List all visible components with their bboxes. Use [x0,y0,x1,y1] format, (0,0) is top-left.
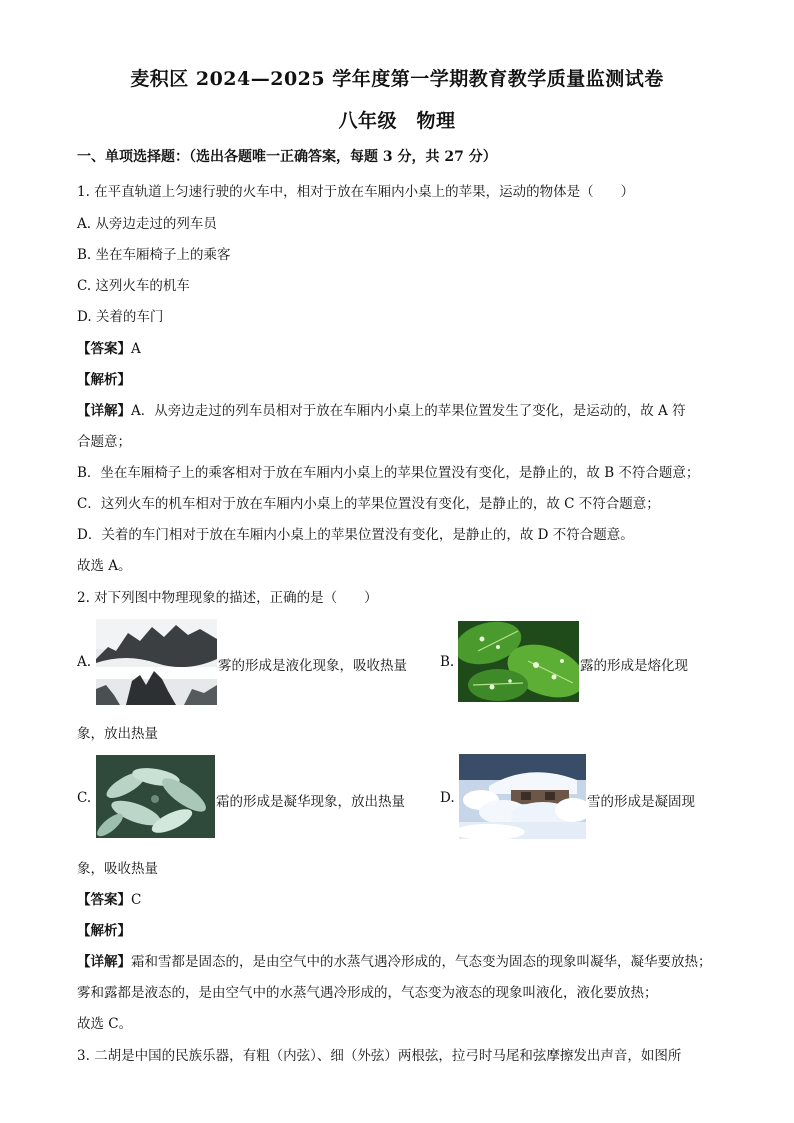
frost-on-plant-image [96,755,215,838]
q2-option-b-text: 露的形成是熔化现 [580,658,688,674]
answer-value: A [131,341,141,357]
q2-option-a-letter: A. [77,654,92,670]
q2-analysis-tag [77,919,131,939]
q2-detail-line-1 [77,950,712,970]
answer-tag: 【答案】 [77,892,131,908]
q2-detail-line-3: 故选 C。 [77,1016,133,1032]
q2-answer [77,888,141,908]
detail-text: A．从旁边走过的列车员相对于放在车厢内小桌上的苹果位置发生了变化，是运动的，故 A 符 [131,403,686,419]
q2-option-b-letter: B. [440,654,455,670]
analysis-tag: 【解析】 [77,372,131,388]
q1-detail-line-4: C．这列火车的机车相对于放在车厢内小桌上的苹果位置没有变化，是静止的，故 C 不符合题意； [77,496,660,512]
q3-stem: 3. 二胡是中国的民族乐器，有粗（内弦）、细（外弦）两根弦，拉弓时马尾和弦摩擦发出声音，如图所 [77,1048,682,1064]
q1-stem: 1. 在平直轨道上匀速行驶的火车中，相对于放在车厢内小桌上的苹果，运动的物体是（ ） [77,184,635,200]
q2-stem: 2. 对下列图中物理现象的描述，正确的是（ ） [77,590,378,606]
q2-option-c-letter: C. [77,790,92,806]
q2-option-d-letter: D. [440,790,455,806]
analysis-tag: 【解析】 [77,923,131,939]
q2-option-b-continuation: 象，放出热量 [77,726,158,742]
q2-option-a-text: 雾的形成是液化现象，吸收热量 [218,658,407,674]
exam-title: 麦积区 2024—2025 学年度第一学期教育教学质量监测试卷 [130,68,664,90]
q1-detail-line-1 [77,399,686,419]
q1-option-d: D. 关着的车门 [77,309,164,325]
q2-detail-line-2: 雾和露都是液态的，是由空气中的水蒸气遇冷形成的，气态变为液态的现象叫液化，液化要放热； [77,985,658,1001]
q1-detail-line-2: 合题意； [77,434,131,450]
q1-option-a: A. 从旁边走过的列车员 [77,216,217,232]
q1-option-c: C. 这列火车的机车 [77,278,190,294]
detail-text: 霜和雪都是固态的，是由空气中的水蒸气遇冷形成的，气态变为固态的现象叫凝华，凝华要放热； [131,954,712,970]
snow-covered-house-image [459,754,586,839]
q1-detail-line-6: 故选 A。 [77,558,132,574]
q1-answer [77,337,141,357]
answer-tag: 【答案】 [77,341,131,357]
dew-on-leaves-image [458,621,579,702]
q2-option-d-text: 雪的形成是凝固现 [587,794,695,810]
section-heading: 一、单项选择题：（选出各题唯一正确答案，每题 3 分，共 27 分） [77,149,497,165]
exam-subtitle: 八年级 物理 [338,110,456,132]
detail-tag: 【详解】 [77,954,131,970]
q1-option-b: B. 坐在车厢椅子上的乘客 [77,247,231,263]
answer-value: C [131,892,142,908]
detail-tag: 【详解】 [77,403,131,419]
q2-option-c-text: 霜的形成是凝华现象，放出热量 [216,794,405,810]
q2-option-d-continuation: 象，吸收热量 [77,861,158,877]
q1-analysis-tag [77,368,131,388]
misty-mountains-image [96,619,217,705]
q1-detail-line-3: B．坐在车厢椅子上的乘客相对于放在车厢内小桌上的苹果位置没有变化，是静止的，故 B 不符合题意； [77,465,700,481]
q1-detail-line-5: D．关着的车门相对于放在车厢内小桌上的苹果位置没有变化，是静止的，故 D 不符合题意。 [77,527,634,543]
